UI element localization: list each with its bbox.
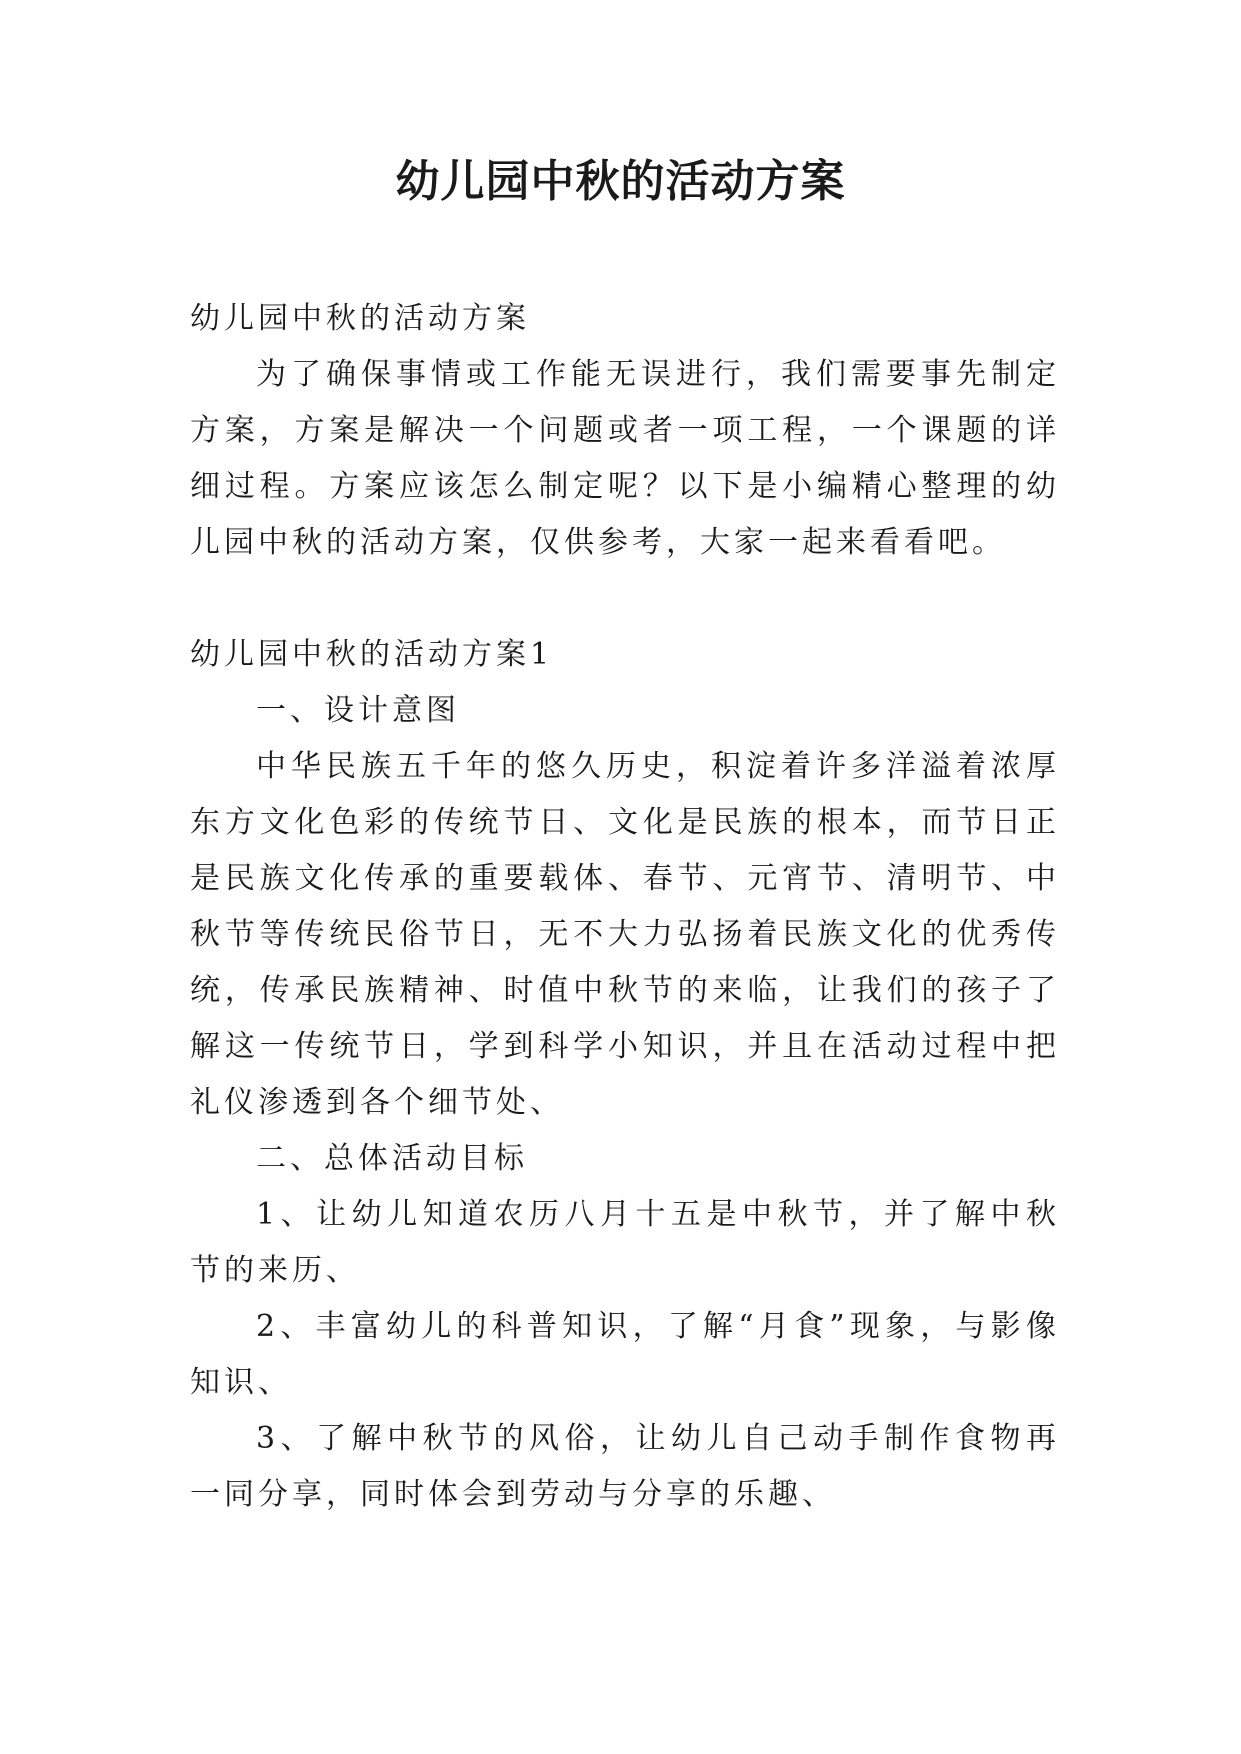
document-body bbox=[190, 291, 1060, 1523]
plan-heading: 幼儿园中秋的活动方案1 bbox=[190, 637, 554, 672]
section-heading: 幼儿园中秋的活动方案 bbox=[190, 301, 530, 336]
goal-item: 2、丰富幼儿的科普知识，了解“月食”现象，与影像知识、 bbox=[190, 1309, 1060, 1400]
paragraph-spacer bbox=[190, 571, 1060, 627]
goal-item: 3、了解中秋节的风俗，让幼儿自己动手制作食物再一同分享，同时体会到劳动与分享的乐趣、 bbox=[190, 1421, 1060, 1512]
design-intent-heading: 一、设计意图 bbox=[256, 693, 460, 728]
intro-paragraph: 为了确保事情或工作能无误进行，我们需要事先制定方案，方案是解决一个问题或者一项工程，一个课题的详细过程。方案应该怎么制定呢？以下是小编精心整理的幼儿园中秋的活动方案，仅供参考，大家一起来看看吧。 bbox=[190, 357, 1060, 560]
goal-item: 1、让幼儿知道农历八月十五是中秋节，并了解中秋节的来历、 bbox=[190, 1197, 1060, 1288]
design-intent-paragraph: 中华民族五千年的悠久历史，积淀着许多洋溢着浓厚东方文化色彩的传统节日、文化是民族的根本，而节日正是民族文化传承的重要载体、春节、元宵节、清明节、中秋节等传统民俗节日，无不大力弘扬着民族文化的优秀传统，传承民族精神、时值中秋节的来临，让我们的孩子了解这一传统节日，学到科学小知识，并且在活动过程中把礼仪渗透到各个细节处、 bbox=[190, 749, 1060, 1120]
goals-heading: 二、总体活动目标 bbox=[256, 1141, 528, 1176]
document-title: 幼儿园中秋的活动方案 bbox=[395, 156, 846, 207]
